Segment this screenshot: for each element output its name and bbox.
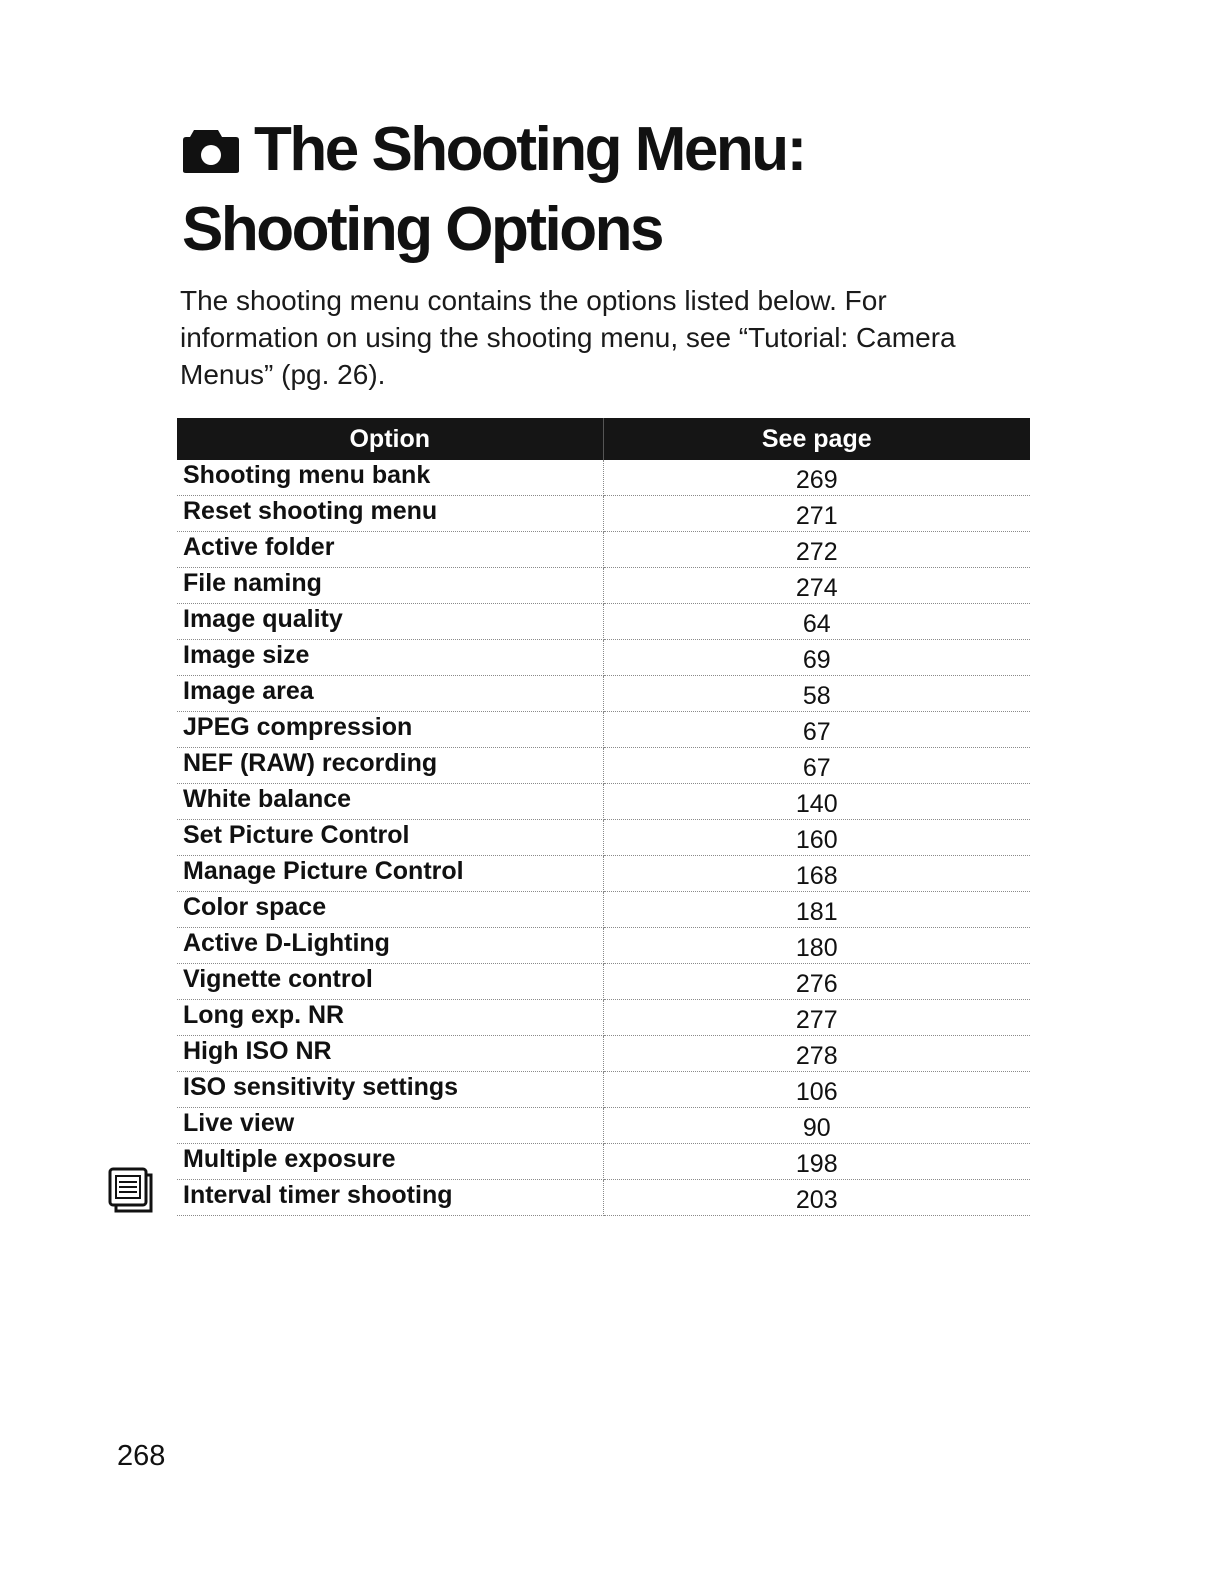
page-reference: 69: [603, 640, 1030, 676]
page-reference: 203: [603, 1180, 1030, 1216]
page-title: [182, 112, 1082, 268]
option-column-header: Option: [177, 418, 603, 460]
page-title-line-2: Shooting Options: [182, 195, 663, 264]
page-reference: 67: [603, 712, 1030, 748]
table-row: [177, 1144, 1030, 1180]
table-row: [177, 496, 1030, 532]
option-name: Set Picture Control: [177, 820, 603, 856]
option-name: JPEG compression: [177, 712, 603, 748]
camera-icon: [182, 116, 240, 192]
table-row: [177, 820, 1030, 856]
page-reference: 90: [603, 1108, 1030, 1144]
menu-list-icon: [108, 1167, 154, 1218]
page-title-text-1: The Shooting Menu:: [254, 115, 805, 184]
option-name: Reset shooting menu: [177, 496, 603, 532]
page-reference: 198: [603, 1144, 1030, 1180]
page-reference: 272: [603, 532, 1030, 568]
page-reference: 64: [603, 604, 1030, 640]
page-reference: 269: [603, 460, 1030, 496]
table-row: [177, 1000, 1030, 1036]
option-name: Color space: [177, 892, 603, 928]
table-row: [177, 928, 1030, 964]
page-reference: 274: [603, 568, 1030, 604]
page-reference: 168: [603, 856, 1030, 892]
table-row: [177, 460, 1030, 496]
table-row: [177, 604, 1030, 640]
option-name: Vignette control: [177, 964, 603, 1000]
option-name: Active D-Lighting: [177, 928, 603, 964]
option-name: ISO sensitivity settings: [177, 1072, 603, 1108]
page-column-header: See page: [603, 418, 1030, 460]
page-number: 268: [117, 1440, 166, 1472]
table-row: [177, 568, 1030, 604]
option-name: Image area: [177, 676, 603, 712]
option-name: Interval timer shooting: [177, 1180, 603, 1216]
page-reference: 67: [603, 748, 1030, 784]
table-row: [177, 784, 1030, 820]
option-name: Manage Picture Control: [177, 856, 603, 892]
page-reference: 58: [603, 676, 1030, 712]
table-row: [177, 964, 1030, 1000]
option-name: NEF (RAW) recording: [177, 748, 603, 784]
table-row: [177, 1180, 1030, 1216]
table-row: [177, 712, 1030, 748]
intro-paragraph: The shooting menu contains the options listed below. For information on using the shooting menu, see “Tutorial: Camera Menus” (pg. 26).: [180, 285, 956, 390]
page-reference: 278: [603, 1036, 1030, 1072]
option-name: Multiple exposure: [177, 1144, 603, 1180]
table-row: [177, 1072, 1030, 1108]
option-name: Image size: [177, 640, 603, 676]
page-reference: 181: [603, 892, 1030, 928]
page-reference: 180: [603, 928, 1030, 964]
option-name: High ISO NR: [177, 1036, 603, 1072]
page-reference: 106: [603, 1072, 1030, 1108]
option-name: Image quality: [177, 604, 603, 640]
table-row: [177, 748, 1030, 784]
page-title-line-1: [182, 112, 1082, 192]
option-name: Long exp. NR: [177, 1000, 603, 1036]
table-header-row: [177, 418, 1030, 460]
table-row: [177, 1036, 1030, 1072]
page-reference: 140: [603, 784, 1030, 820]
page-reference: 160: [603, 820, 1030, 856]
page-reference: 271: [603, 496, 1030, 532]
option-name: White balance: [177, 784, 603, 820]
table-row: [177, 892, 1030, 928]
table-row: [177, 640, 1030, 676]
table-row: [177, 1108, 1030, 1144]
page-reference: 276: [603, 964, 1030, 1000]
options-table: [177, 418, 1030, 1216]
table-row: [177, 676, 1030, 712]
table-row: [177, 532, 1030, 568]
option-name: File naming: [177, 568, 603, 604]
option-name: Active folder: [177, 532, 603, 568]
option-name: Live view: [177, 1108, 603, 1144]
page-reference: 277: [603, 1000, 1030, 1036]
table-row: [177, 856, 1030, 892]
option-name: Shooting menu bank: [177, 460, 603, 496]
